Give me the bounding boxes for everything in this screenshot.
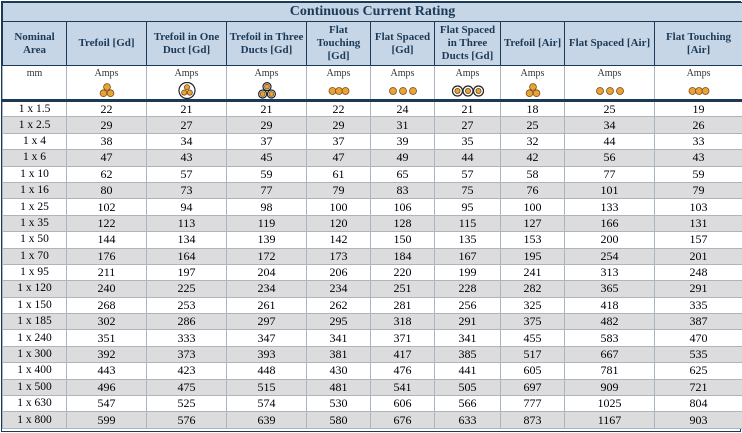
nominal-area-cell: 1 x 6 <box>3 150 67 166</box>
rating-cell: 476 <box>371 363 435 379</box>
rating-cell: 241 <box>501 264 565 280</box>
rating-cell: 167 <box>435 248 501 264</box>
table-row <box>3 264 742 280</box>
rating-cell: 777 <box>501 396 565 412</box>
unit-label: Amps <box>371 66 435 82</box>
rating-cell: 184 <box>371 248 435 264</box>
rating-cell: 240 <box>67 281 147 297</box>
rating-cell: 21 <box>227 101 307 117</box>
icon-cell <box>147 82 227 101</box>
table-row <box>3 379 742 395</box>
column-header-trefoil-air: Trefoil [Air] <box>501 22 565 66</box>
rating-cell: 44 <box>565 133 655 149</box>
rating-cell: 173 <box>307 248 371 264</box>
rating-cell: 47 <box>67 150 147 166</box>
flat-spaced-icon <box>386 82 420 99</box>
nominal-area-cell: 1 x 300 <box>3 346 67 362</box>
rating-cell: 515 <box>227 379 307 395</box>
rating-cell: 417 <box>371 346 435 362</box>
rating-cell: 385 <box>435 346 501 362</box>
table-row <box>3 396 742 412</box>
rating-cell: 127 <box>501 215 565 231</box>
rating-cell: 697 <box>501 379 565 395</box>
rating-cell: 62 <box>67 166 147 182</box>
table-row <box>3 330 742 346</box>
nominal-area-cell: 1 x 500 <box>3 379 67 395</box>
rating-cell: 282 <box>501 281 565 297</box>
rating-cell: 286 <box>147 314 227 330</box>
rating-cell: 496 <box>67 379 147 395</box>
rating-cell: 302 <box>67 314 147 330</box>
rating-cell: 566 <box>435 396 501 412</box>
rating-cell: 128 <box>371 215 435 231</box>
rating-cell: 44 <box>435 150 501 166</box>
nominal-area-cell: 1 x 185 <box>3 314 67 330</box>
rating-cell: 80 <box>67 182 147 198</box>
nominal-area-cell: 1 x 2.5 <box>3 117 67 133</box>
empty-icon-cell <box>3 82 67 101</box>
rating-cell: 56 <box>565 150 655 166</box>
nominal-area-cell: 1 x 1.5 <box>3 101 67 117</box>
rating-cell: 281 <box>371 297 435 313</box>
unit-label: Amps <box>307 66 371 82</box>
rating-cell: 122 <box>67 215 147 231</box>
table-row <box>3 297 742 313</box>
rating-cell: 599 <box>67 412 147 428</box>
unit-label: Amps <box>565 66 655 82</box>
rating-cell: 392 <box>67 346 147 362</box>
trefoil-in-one-duct-icon <box>170 82 204 99</box>
rating-cell: 375 <box>501 314 565 330</box>
rating-cell: 76 <box>501 182 565 198</box>
rating-cell: 106 <box>371 199 435 215</box>
rating-cell: 29 <box>67 117 147 133</box>
column-header-flat-spaced-air: Flat Spaced [Air] <box>565 22 655 66</box>
rating-cell: 297 <box>227 314 307 330</box>
rating-cell: 164 <box>147 248 227 264</box>
unit-label: Amps <box>655 66 742 82</box>
rating-cell: 475 <box>147 379 227 395</box>
table-row <box>3 281 742 297</box>
icon-cell <box>655 82 742 101</box>
column-header-flat-touching-gd: Flat Touching [Gd] <box>307 22 371 66</box>
rating-cell: 448 <box>227 363 307 379</box>
rating-cell: 234 <box>307 281 371 297</box>
rating-cell: 381 <box>307 346 371 362</box>
rating-cell: 166 <box>565 215 655 231</box>
rating-cell: 261 <box>227 297 307 313</box>
rating-cell: 195 <box>501 248 565 264</box>
rating-cell: 135 <box>435 232 501 248</box>
rating-cell: 204 <box>227 264 307 280</box>
rating-cell: 25 <box>501 117 565 133</box>
rating-cell: 371 <box>371 330 435 346</box>
rating-cell: 43 <box>655 150 742 166</box>
nominal-area-cell: 1 x 150 <box>3 297 67 313</box>
rating-cell: 373 <box>147 346 227 362</box>
rating-cell: 45 <box>227 150 307 166</box>
rating-cell: 153 <box>501 232 565 248</box>
nominal-area-cell: 1 x 240 <box>3 330 67 346</box>
icon-cell <box>565 82 655 101</box>
rating-cell: 254 <box>565 248 655 264</box>
rating-cell: 113 <box>147 215 227 231</box>
icon-cell <box>501 82 565 101</box>
rating-cell: 59 <box>227 166 307 182</box>
rating-cell: 77 <box>227 182 307 198</box>
flat-spaced-icon <box>593 82 627 99</box>
unit-label: Amps <box>435 66 501 82</box>
table-row <box>3 346 742 362</box>
nominal-area-cell: 1 x 35 <box>3 215 67 231</box>
rating-cell: 95 <box>435 199 501 215</box>
rating-cell: 119 <box>227 215 307 231</box>
flat-touching-icon <box>682 82 716 99</box>
icon-cell <box>371 82 435 101</box>
rating-cell: 781 <box>565 363 655 379</box>
rating-cell: 335 <box>655 297 742 313</box>
rating-cell: 256 <box>435 297 501 313</box>
rating-cell: 606 <box>371 396 435 412</box>
nominal-area-cell: 1 x 16 <box>3 182 67 198</box>
rating-cell: 75 <box>435 182 501 198</box>
rating-cell: 150 <box>371 232 435 248</box>
flat-spaced-in-three-ducts-icon <box>451 82 485 99</box>
rating-cell: 341 <box>435 330 501 346</box>
rating-cell: 667 <box>565 346 655 362</box>
rating-cell: 49 <box>371 150 435 166</box>
rating-cell: 482 <box>565 314 655 330</box>
rating-cell: 47 <box>307 150 371 166</box>
current-rating-table-container <box>1 1 741 432</box>
rating-cell: 27 <box>435 117 501 133</box>
unit-label: Amps <box>501 66 565 82</box>
rating-cell: 83 <box>371 182 435 198</box>
rating-cell: 530 <box>307 396 371 412</box>
rating-cell: 25 <box>565 101 655 117</box>
table-row <box>3 232 742 248</box>
table-row <box>3 363 742 379</box>
rating-cell: 291 <box>655 281 742 297</box>
nominal-area-cell: 1 x 10 <box>3 166 67 182</box>
trefoil-in-three-ducts-icon <box>250 82 284 99</box>
rating-cell: 98 <box>227 199 307 215</box>
table-row <box>3 199 742 215</box>
column-header-trefoil-in-three-ducts-gd: Trefoil in Three Ducts [Gd] <box>227 22 307 66</box>
rating-cell: 37 <box>307 133 371 149</box>
rating-cell: 804 <box>655 396 742 412</box>
rating-cell: 211 <box>67 264 147 280</box>
table-row <box>3 215 742 231</box>
rating-cell: 18 <box>501 101 565 117</box>
rating-cell: 79 <box>655 182 742 198</box>
nominal-area-cell: 1 x 120 <box>3 281 67 297</box>
rating-cell: 341 <box>307 330 371 346</box>
rating-cell: 199 <box>435 264 501 280</box>
rating-cell: 313 <box>565 264 655 280</box>
unit-label: Amps <box>147 66 227 82</box>
rating-cell: 574 <box>227 396 307 412</box>
rating-cell: 351 <box>67 330 147 346</box>
icon-row <box>3 82 742 101</box>
rating-cell: 42 <box>501 150 565 166</box>
trefoil-icon <box>90 82 124 99</box>
rating-cell: 142 <box>307 232 371 248</box>
rating-cell: 206 <box>307 264 371 280</box>
rating-cell: 220 <box>371 264 435 280</box>
nominal-area-cell: 1 x 800 <box>3 412 67 428</box>
rating-cell: 22 <box>307 101 371 117</box>
rating-cell: 547 <box>67 396 147 412</box>
rating-cell: 200 <box>565 232 655 248</box>
rating-cell: 251 <box>371 281 435 297</box>
table-title: Continuous Current Rating <box>3 3 742 22</box>
flat-touching-icon <box>322 82 356 99</box>
table-row <box>3 101 742 117</box>
rating-cell: 253 <box>147 297 227 313</box>
rating-cell: 34 <box>565 117 655 133</box>
table-row <box>3 248 742 264</box>
unit-label: mm <box>3 66 67 82</box>
column-header-flat-spaced-in-three-ducts-gd: Flat Spaced in Three Ducts [Gd] <box>435 22 501 66</box>
rating-cell: 73 <box>147 182 227 198</box>
table-row <box>3 133 742 149</box>
rating-cell: 1167 <box>565 412 655 428</box>
table-row <box>3 166 742 182</box>
column-header-nominal-area: Nominal Area <box>3 22 67 66</box>
rating-cell: 31 <box>371 117 435 133</box>
rating-cell: 262 <box>307 297 371 313</box>
rating-cell: 21 <box>435 101 501 117</box>
table-row <box>3 150 742 166</box>
nominal-area-cell: 1 x 95 <box>3 264 67 280</box>
rating-cell: 58 <box>501 166 565 182</box>
table-row <box>3 117 742 133</box>
rating-cell: 441 <box>435 363 501 379</box>
rating-cell: 505 <box>435 379 501 395</box>
rating-cell: 387 <box>655 314 742 330</box>
rating-cell: 909 <box>565 379 655 395</box>
nominal-area-cell: 1 x 70 <box>3 248 67 264</box>
rating-cell: 79 <box>307 182 371 198</box>
rating-cell: 29 <box>307 117 371 133</box>
rating-cell: 27 <box>147 117 227 133</box>
rating-cell: 318 <box>371 314 435 330</box>
rating-cell: 197 <box>147 264 227 280</box>
rating-cell: 1025 <box>565 396 655 412</box>
rating-cell: 100 <box>501 199 565 215</box>
rating-cell: 625 <box>655 363 742 379</box>
rating-cell: 325 <box>501 297 565 313</box>
nominal-area-cell: 1 x 400 <box>3 363 67 379</box>
table-body <box>3 101 742 429</box>
nominal-area-cell: 1 x 25 <box>3 199 67 215</box>
rating-cell: 639 <box>227 412 307 428</box>
rating-cell: 65 <box>371 166 435 182</box>
rating-cell: 176 <box>67 248 147 264</box>
rating-cell: 393 <box>227 346 307 362</box>
rating-cell: 102 <box>67 199 147 215</box>
rating-cell: 481 <box>307 379 371 395</box>
rating-cell: 32 <box>501 133 565 149</box>
rating-cell: 19 <box>655 101 742 117</box>
rating-cell: 234 <box>227 281 307 297</box>
rating-cell: 26 <box>655 117 742 133</box>
rating-cell: 583 <box>565 330 655 346</box>
rating-cell: 903 <box>655 412 742 428</box>
rating-cell: 139 <box>227 232 307 248</box>
rating-cell: 525 <box>147 396 227 412</box>
table-row <box>3 412 742 428</box>
rating-cell: 443 <box>67 363 147 379</box>
rating-cell: 35 <box>435 133 501 149</box>
unit-label: Amps <box>67 66 147 82</box>
column-header-trefoil-gd: Trefoil [Gd] <box>67 22 147 66</box>
icon-cell <box>307 82 371 101</box>
rating-cell: 605 <box>501 363 565 379</box>
rating-cell: 535 <box>655 346 742 362</box>
rating-cell: 347 <box>227 330 307 346</box>
nominal-area-cell: 1 x 630 <box>3 396 67 412</box>
unit-label: Amps <box>227 66 307 82</box>
rating-cell: 576 <box>147 412 227 428</box>
rating-cell: 37 <box>227 133 307 149</box>
icon-cell <box>227 82 307 101</box>
trefoil-icon <box>516 82 550 99</box>
rating-cell: 418 <box>565 297 655 313</box>
icon-cell <box>67 82 147 101</box>
rating-cell: 580 <box>307 412 371 428</box>
rating-cell: 34 <box>147 133 227 149</box>
rating-cell: 61 <box>307 166 371 182</box>
table-row <box>3 182 742 198</box>
rating-cell: 100 <box>307 199 371 215</box>
rating-cell: 291 <box>435 314 501 330</box>
rating-cell: 157 <box>655 232 742 248</box>
rating-cell: 430 <box>307 363 371 379</box>
column-header-trefoil-in-one-duct-gd: Trefoil in One Duct [Gd] <box>147 22 227 66</box>
rating-cell: 120 <box>307 215 371 231</box>
unit-row <box>3 66 742 82</box>
rating-cell: 423 <box>147 363 227 379</box>
rating-cell: 144 <box>67 232 147 248</box>
rating-cell: 115 <box>435 215 501 231</box>
rating-cell: 295 <box>307 314 371 330</box>
rating-cell: 455 <box>501 330 565 346</box>
rating-cell: 248 <box>655 264 742 280</box>
rating-cell: 268 <box>67 297 147 313</box>
rating-cell: 721 <box>655 379 742 395</box>
rating-cell: 29 <box>227 117 307 133</box>
rating-cell: 228 <box>435 281 501 297</box>
rating-cell: 873 <box>501 412 565 428</box>
rating-cell: 59 <box>655 166 742 182</box>
rating-cell: 33 <box>655 133 742 149</box>
rating-cell: 57 <box>435 166 501 182</box>
rating-cell: 21 <box>147 101 227 117</box>
rating-cell: 225 <box>147 281 227 297</box>
rating-cell: 101 <box>565 182 655 198</box>
rating-cell: 517 <box>501 346 565 362</box>
rating-cell: 172 <box>227 248 307 264</box>
rating-cell: 365 <box>565 281 655 297</box>
column-header-flat-spaced-gd: Flat Spaced [Gd] <box>371 22 435 66</box>
column-header-row <box>3 22 742 66</box>
rating-cell: 94 <box>147 199 227 215</box>
rating-cell: 24 <box>371 101 435 117</box>
column-header-flat-touching-air: Flat Touching [Air] <box>655 22 742 66</box>
current-rating-table <box>2 2 742 429</box>
rating-cell: 541 <box>371 379 435 395</box>
rating-cell: 103 <box>655 199 742 215</box>
rating-cell: 633 <box>435 412 501 428</box>
rating-cell: 470 <box>655 330 742 346</box>
rating-cell: 77 <box>565 166 655 182</box>
nominal-area-cell: 1 x 4 <box>3 133 67 149</box>
rating-cell: 201 <box>655 248 742 264</box>
table-row <box>3 314 742 330</box>
rating-cell: 39 <box>371 133 435 149</box>
icon-cell <box>435 82 501 101</box>
rating-cell: 676 <box>371 412 435 428</box>
rating-cell: 22 <box>67 101 147 117</box>
rating-cell: 38 <box>67 133 147 149</box>
nominal-area-cell: 1 x 50 <box>3 232 67 248</box>
rating-cell: 134 <box>147 232 227 248</box>
rating-cell: 333 <box>147 330 227 346</box>
rating-cell: 131 <box>655 215 742 231</box>
rating-cell: 133 <box>565 199 655 215</box>
rating-cell: 57 <box>147 166 227 182</box>
rating-cell: 43 <box>147 150 227 166</box>
